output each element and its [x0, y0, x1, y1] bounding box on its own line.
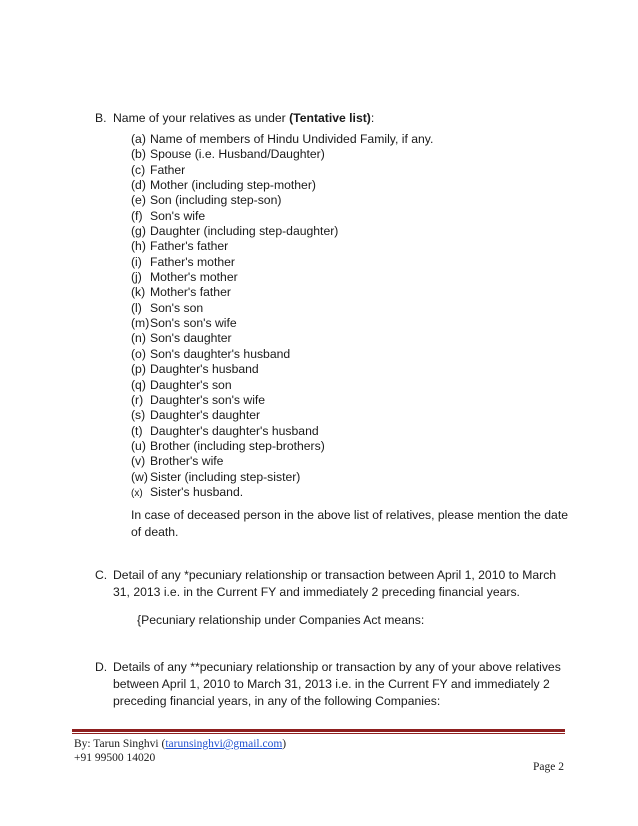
list-item-marker: (x): [131, 487, 143, 499]
pecuniary-definition: {Pecuniary relationship under Companies Act means:: [137, 613, 425, 627]
list-item-marker: (r): [131, 392, 144, 407]
list-item-marker: (h): [131, 239, 146, 254]
section-b-heading: [95, 110, 575, 127]
list-item-text: Mother (including step-mother): [150, 178, 316, 193]
list-item-marker: (e): [131, 193, 146, 208]
list-item: [131, 301, 575, 316]
list-item-marker: (t): [131, 423, 143, 438]
page-number: Page 2: [533, 761, 564, 773]
list-item-text: Sister's husband.: [150, 484, 244, 499]
list-item-text: Father: [150, 162, 186, 177]
list-item-text: Brother (including step-brothers): [150, 438, 325, 453]
list-item: [131, 347, 575, 362]
footer-email-link[interactable]: tarunsinghvi@gmail.com: [165, 738, 283, 750]
list-item: [131, 378, 575, 393]
list-item-marker: (s): [131, 408, 146, 423]
section-c-letter: C.: [95, 568, 108, 582]
list-item-text: Mother's mother: [150, 270, 238, 285]
section-d: [95, 659, 575, 710]
list-item-marker: (o): [131, 346, 146, 361]
footer-author-line: [74, 737, 574, 751]
list-item-text: Daughter's son: [150, 377, 232, 392]
deceased-note: In case of deceased person in the above list of relatives, please mention the date of death.: [131, 508, 568, 539]
list-item-text: Son (including step-son): [150, 193, 282, 208]
list-item-marker: (k): [131, 285, 146, 300]
list-item-text: Son's son's wife: [150, 316, 237, 331]
section-b: [95, 110, 575, 501]
list-item-marker: (j): [131, 270, 142, 285]
list-item-marker: (w): [131, 469, 148, 484]
list-item: [131, 193, 575, 208]
list-item-marker: (v): [131, 454, 146, 469]
list-item-text: Father's father: [150, 239, 229, 254]
list-item: [131, 485, 575, 501]
section-b-letter: B.: [95, 111, 107, 125]
footer: [74, 737, 574, 765]
list-item: [131, 132, 575, 147]
list-item-text: Brother's wife: [150, 454, 224, 469]
list-item-marker: (u): [131, 438, 146, 453]
section-d-letter: D.: [95, 660, 108, 674]
list-item-text: Son's wife: [150, 208, 206, 223]
list-item-marker: (i): [131, 254, 142, 269]
list-item: [131, 224, 575, 239]
list-item: [131, 285, 575, 300]
list-item: [131, 362, 575, 377]
section-b-bold-text: (Tentative list): [289, 111, 371, 125]
list-item: [131, 178, 575, 193]
list-item-text: Daughter's daughter: [150, 408, 261, 423]
list-item: [131, 408, 575, 423]
list-item-text: Name of members of Hindu Undivided Family, if any.: [150, 132, 434, 146]
list-item-marker: (f): [131, 208, 143, 223]
list-item-text: Son's daughter's husband: [150, 346, 291, 361]
footer-by-prefix: By: Tarun Singhvi (: [74, 738, 166, 750]
list-item-marker: (l): [131, 300, 142, 315]
footer-by-suffix: ): [282, 738, 287, 750]
section-b-text: Name of your relatives as under: [113, 111, 290, 125]
footer-phone: +91 99500 14020: [74, 752, 156, 764]
list-item-text: Daughter's son's wife: [150, 392, 266, 407]
list-item-marker: (c): [131, 162, 146, 177]
list-item: [131, 331, 575, 346]
list-item: [131, 454, 575, 469]
relatives-list: [131, 132, 575, 501]
section-b-colon: :: [370, 111, 375, 125]
list-item-text: Spouse (i.e. Husband/Daughter): [150, 147, 325, 162]
footer-rule: [72, 729, 565, 734]
list-item-text: Sister (including step-sister): [150, 469, 301, 484]
list-item: [131, 163, 575, 178]
list-item: [131, 316, 575, 331]
list-item-marker: (a): [131, 132, 146, 146]
list-item: [131, 270, 575, 285]
list-item-marker: (g): [131, 224, 146, 239]
list-item: [131, 439, 575, 454]
list-item-text: Son's daughter: [150, 331, 232, 346]
list-item-text: Daughter (including step-daughter): [150, 224, 339, 239]
list-item: [131, 147, 575, 162]
list-item-marker: (n): [131, 331, 146, 346]
list-item-marker: (p): [131, 362, 146, 377]
list-item-text: Father's mother: [150, 254, 235, 269]
list-item-text: Mother's father: [150, 285, 231, 300]
list-item: [131, 255, 575, 270]
list-item-marker: (m): [131, 316, 150, 331]
list-item-text: Son's son: [150, 300, 204, 315]
list-item: [131, 239, 575, 254]
section-c: [95, 567, 575, 601]
list-item: [131, 470, 575, 485]
list-item-marker: (b): [131, 147, 146, 162]
section-c-text: Detail of any *pecuniary relationship or transaction between April 1, 2010 to March 31, 2013 i.e. in the Current FY and immediately 2 preceding financial years.: [113, 568, 557, 599]
list-item-marker: (d): [131, 178, 146, 193]
list-item-text: Daughter's husband: [150, 362, 259, 377]
list-item: [131, 424, 575, 439]
list-item-text: Daughter's daughter's husband: [150, 423, 319, 438]
list-item: [131, 209, 575, 224]
list-item-marker: (q): [131, 377, 146, 392]
list-item: [131, 393, 575, 408]
section-d-text: Details of any **pecuniary relationship or transaction by any of your above relatives between April 1, 2010 to March 31, 2013 i.e. in the Current FY and immediately 2 preceding financial years, in any of the following Companies:: [113, 660, 561, 708]
